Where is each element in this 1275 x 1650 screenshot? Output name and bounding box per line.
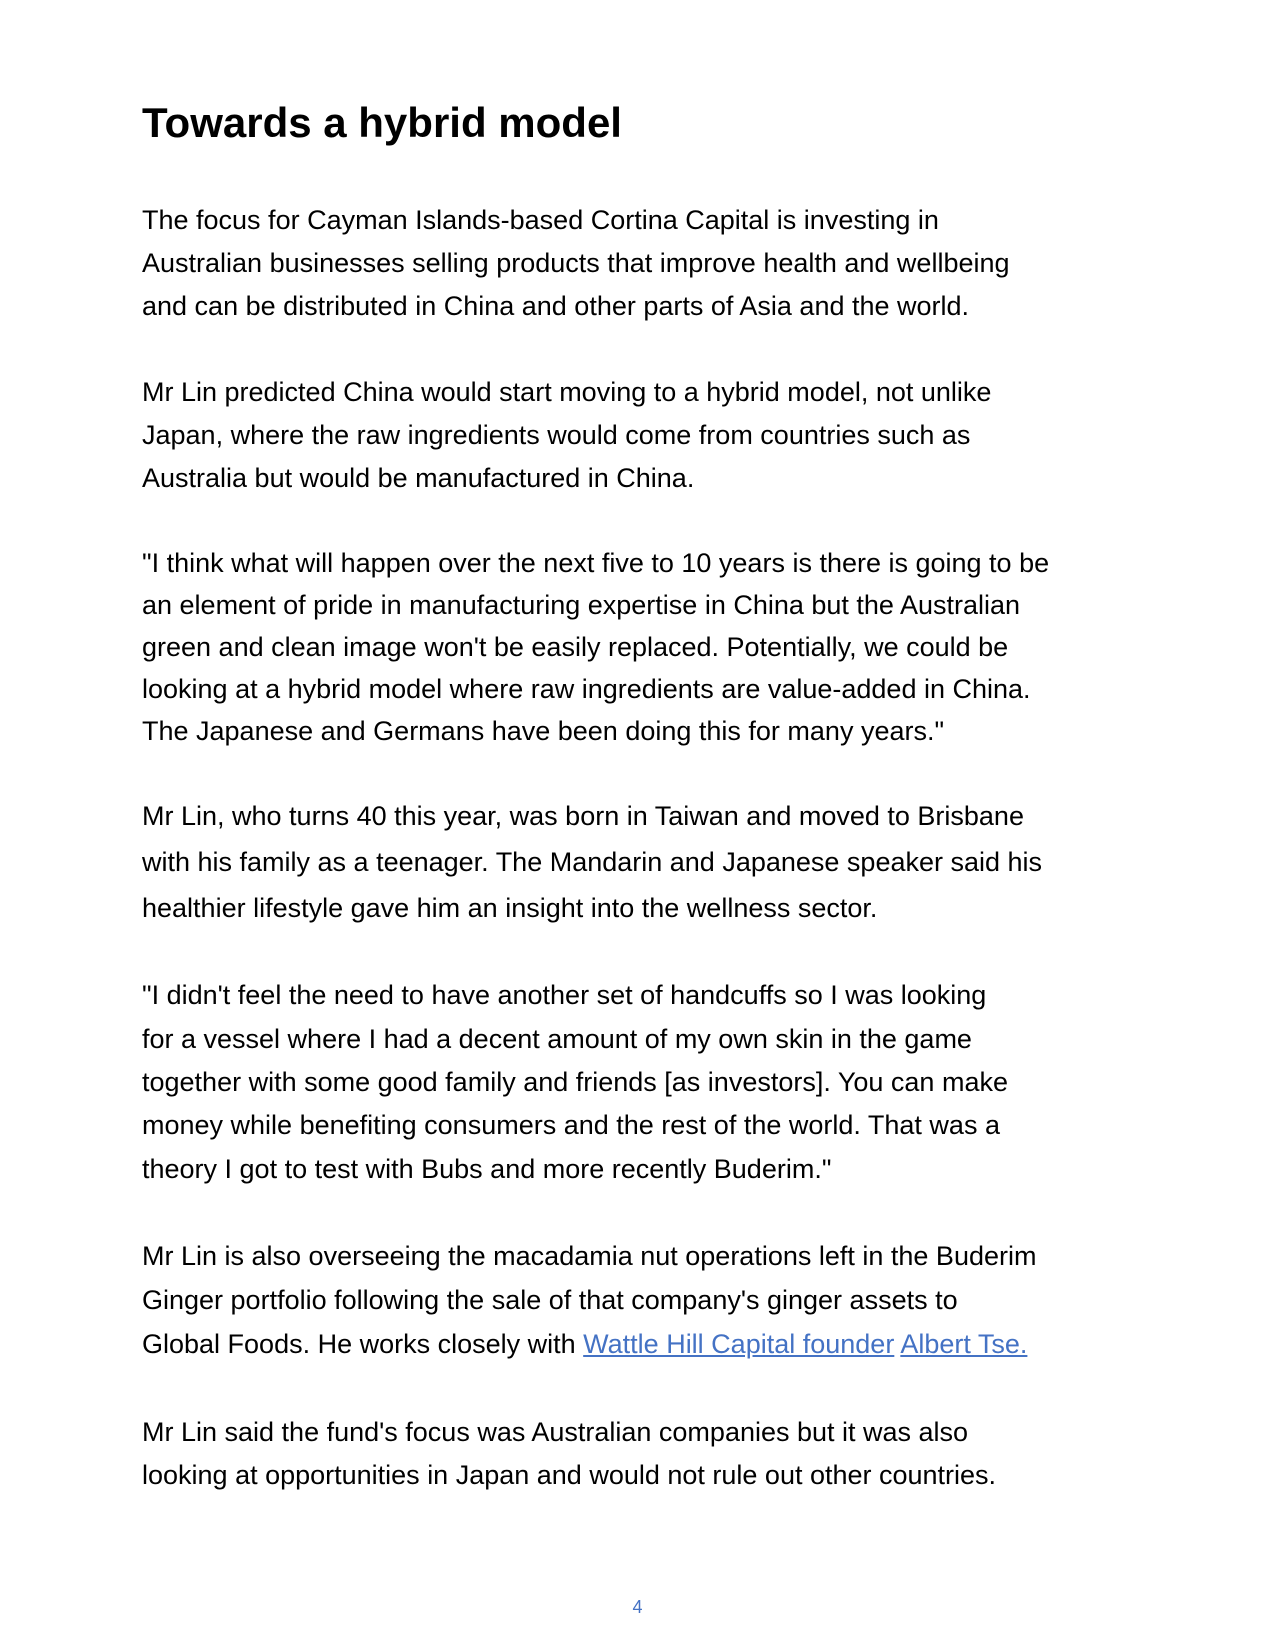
paragraph-6-line-1: Mr Lin is also overseeing the macadamia nut operations left in the Buderim — [142, 1241, 1037, 1271]
paragraph-6-line-3 — [142, 1328, 1027, 1360]
page-number: 4 — [632, 1597, 643, 1617]
paragraph-3-line-3: green and clean image won't be easily replaced. Potentially, we could be — [142, 632, 1009, 662]
paragraph-2-line-1: Mr Lin predicted China would start moving to a hybrid model, not unlike — [142, 377, 992, 407]
paragraph-7-line-1: Mr Lin said the fund's focus was Australian companies but it was also — [142, 1417, 969, 1447]
albert-tse-link[interactable]: Albert Tse. — [900, 1329, 1028, 1359]
page-title: Towards a hybrid model — [142, 99, 622, 146]
paragraph-6-line-3-text: Global Foods. He works closely with — [142, 1329, 584, 1359]
paragraph-4-line-2: with his family as a teenager. The Mandarin and Japanese speaker said his — [142, 847, 1043, 877]
paragraph-1-line-3: and can be distributed in China and other parts of Asia and the world. — [142, 291, 970, 321]
paragraph-3-line-5: The Japanese and Germans have been doing this for many years." — [142, 716, 945, 746]
paragraph-5-line-1: "I didn't feel the need to have another set of handcuffs so I was looking — [142, 980, 987, 1010]
paragraph-5-line-3: together with some good family and friends [as investors]. You can make — [142, 1067, 1008, 1097]
paragraph-2-line-3: Australia but would be manufactured in China. — [142, 463, 695, 493]
paragraph-1-line-1: The focus for Cayman Islands-based Cortina Capital is investing in — [142, 205, 939, 235]
paragraph-7-line-2: looking at opportunities in Japan and would not rule out other countries. — [142, 1460, 997, 1490]
paragraph-2-line-2: Japan, where the raw ingredients would come from countries such as — [142, 420, 971, 450]
paragraph-4-line-1: Mr Lin, who turns 40 this year, was born in Taiwan and moved to Brisbane — [142, 801, 1024, 831]
paragraph-3-line-2: an element of pride in manufacturing expertise in China but the Australian — [142, 590, 1021, 620]
paragraph-3-line-4: looking at a hybrid model where raw ingredients are value-added in China. — [142, 674, 1031, 704]
paragraph-5-line-4: money while benefiting consumers and the rest of the world. That was a — [142, 1110, 1000, 1140]
paragraph-6-line-2: Ginger portfolio following the sale of that company's ginger assets to — [142, 1285, 958, 1315]
paragraph-4-line-3: healthier lifestyle gave him an insight into the wellness sector. — [142, 893, 878, 923]
paragraph-5-line-2: for a vessel where I had a decent amount of my own skin in the game — [142, 1024, 972, 1054]
wattle-hill-capital-link[interactable]: Wattle Hill Capital founder — [583, 1329, 895, 1359]
paragraph-5-line-5: theory I got to test with Bubs and more recently Buderim." — [142, 1154, 832, 1184]
paragraph-1-line-2: Australian businesses selling products that improve health and wellbeing — [142, 248, 1010, 278]
paragraph-3-line-1: "I think what will happen over the next five to 10 years is there is going to be — [142, 548, 1050, 578]
